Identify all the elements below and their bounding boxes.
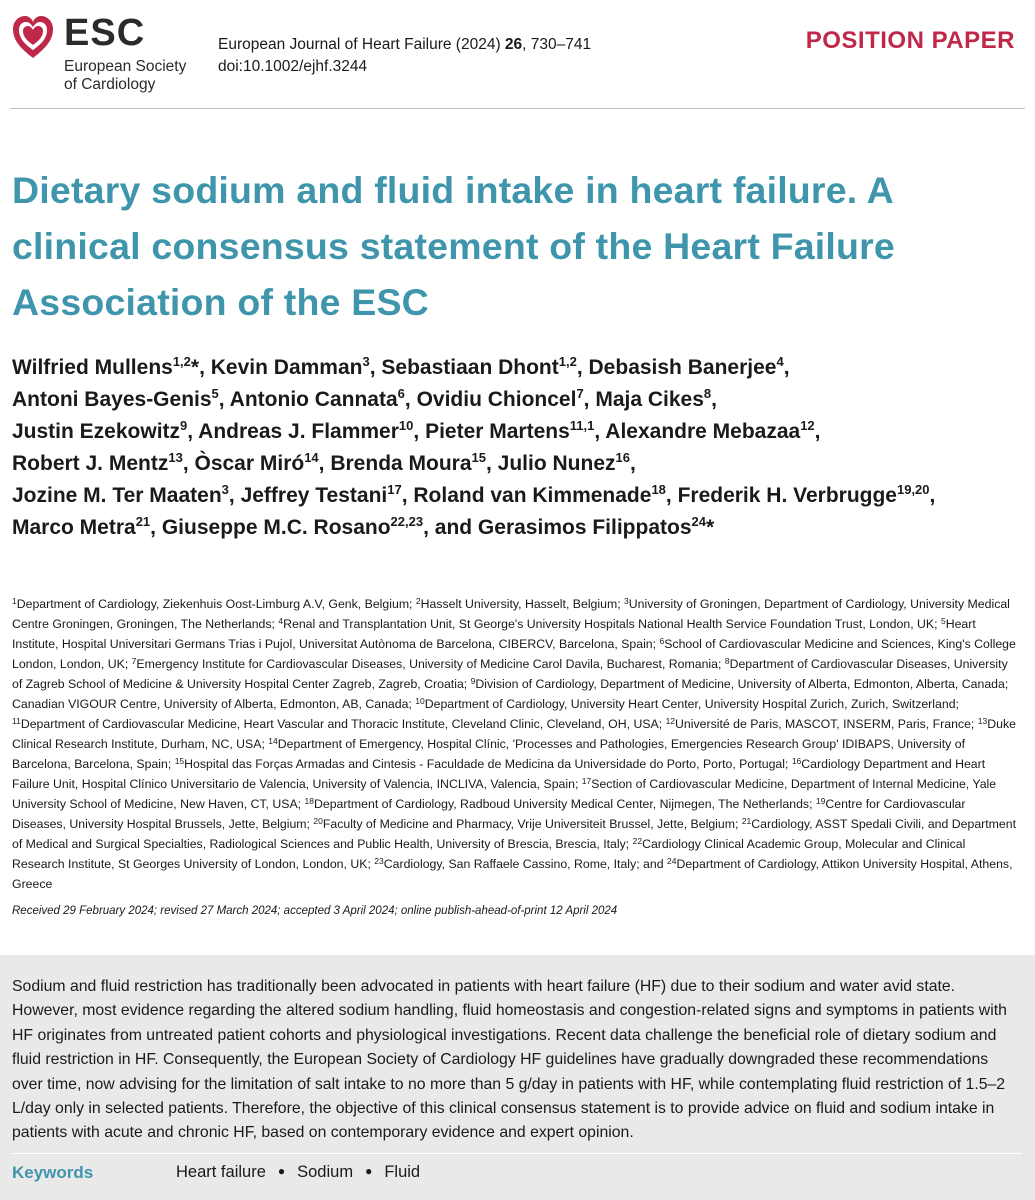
affiliation-text: Emergency Institute for Cardiovascular Diseases, University of Medicine Carol Davila, Bucharest, Romania; <box>136 657 725 671</box>
affiliation-number: 11 <box>12 716 21 726</box>
author-affiliation-ref: 18 <box>651 482 666 497</box>
affiliation-number: 17 <box>581 776 592 786</box>
affiliation-text: Centre for Cardiovascular Diseases, University Hospital Brussels, Jette, Belgium; <box>12 797 966 831</box>
keywords-list <box>176 1163 420 1182</box>
keywords-label: Keywords <box>12 1163 94 1182</box>
affiliation-text: Cardiology Department and Heart Failure Unit, Hospital Clínico Universitario de Valencia, University of Valencia, INCLIVA, Valencia, Spain; <box>12 757 986 791</box>
affiliation-text: Duke Clinical Research Institute, Durham, NC, USA; <box>12 717 1016 751</box>
page-header <box>0 0 1035 108</box>
author-name[interactable]: Kevin Damman <box>210 356 363 379</box>
affiliation-text: Faculty of Medicine and Pharmacy, Vrije Universiteit Brussel, Jette, Belgium; <box>322 817 742 831</box>
author-name[interactable]: Antonio Cannata <box>229 388 398 411</box>
author-affiliation-ref: 7 <box>576 386 584 401</box>
affiliation-number: 5 <box>940 616 946 626</box>
author-name[interactable]: and Gerasimos Filippatos <box>434 516 692 539</box>
affiliation-text: Division of Cardiology, Department of Medicine, University of Alberta, Edmonton, Alberta, Canada; Canadian VIGOUR Centre, University of Alberta, Edmonton, AB, Canada; <box>12 677 1009 711</box>
author-name[interactable]: Maja Cikes <box>595 388 704 411</box>
author-name[interactable]: Wilfried Mullens <box>12 356 173 379</box>
corresponding-author-mark: * <box>190 356 200 379</box>
society-name-line2: of Cardiology <box>64 76 156 93</box>
keyword-separator: ● <box>277 1164 286 1178</box>
affiliation-text: Université de Paris, MASCOT, INSERM, Paris, France; <box>675 717 978 731</box>
affiliation-number: 24 <box>666 856 677 866</box>
author-name[interactable]: Alexandre Mebazaa <box>605 420 801 443</box>
affiliation-number: 13 <box>977 716 988 726</box>
affiliation-text: Department of Emergency, Hospital Clínic, 'Processes and Pathologies, Emergencies Research Group' IDIBAPS, University of Barcelona, Barcelona, Spain; <box>12 737 965 771</box>
received-dates: Received 29 February 2024; revised 27 March 2024; accepted 3 April 2024; online publish-ahead-of-print 12 April 2024 <box>12 905 618 917</box>
author-affiliation-ref: 13 <box>168 450 183 465</box>
affiliation-text: Hasselt University, Hasselt, Belgium; <box>420 597 625 611</box>
affiliation-text: Cardiology Clinical Academic Group, Molecular and Clinical Research Institute, St Georges University of London, London, UK; <box>12 837 966 871</box>
esc-heart-logo-icon <box>10 12 56 62</box>
affiliation-text: Department of Cardiovascular Medicine, Heart Vascular and Thoracic Institute, Cleveland Clinic, Cleveland, OH, USA; <box>20 717 666 731</box>
author-name[interactable]: Ovidiu Chioncel <box>416 388 577 411</box>
affiliation-number: 21 <box>741 816 752 826</box>
society-name <box>64 58 186 94</box>
author-name[interactable]: Justin Ezekowitz <box>12 420 181 443</box>
affiliation-number: 16 <box>791 756 802 766</box>
journal-pages: , 730–741 <box>522 36 592 53</box>
author-affiliation-ref: 4 <box>776 354 784 369</box>
author-name[interactable]: Marco Metra <box>12 516 136 539</box>
journal-citation <box>218 34 591 78</box>
affiliation-text: Renal and Transplantation Unit, St George's University Hospitals National Health Service Foundation Trust, London, UK; <box>283 617 941 631</box>
corresponding-author-mark: * <box>705 516 715 539</box>
author-affiliation-ref: 9 <box>180 418 188 433</box>
affiliations <box>12 594 1017 894</box>
author-name[interactable]: Antoni Bayes-Genis <box>12 388 212 411</box>
affiliation-number: 18 <box>304 796 314 806</box>
affiliation-text: School of Cardiovascular Medicine and Sciences, King's College London, London, UK; <box>12 637 1016 671</box>
affiliation-text: Section of Cardiovascular Medicine, Department of Internal Medicine, Yale University School of Medicine, New Haven, CT, USA; <box>12 777 997 811</box>
abstract-text: Sodium and fluid restriction has traditionally been advocated in patients with heart failure (HF) due to their sodium and water avid state. However, most evidence regarding the altered sodium handling, fluid homeostasis and congestion-related signs and symptoms in patients with HF originates from untreated patient cohorts and physiological investigations. Recent data challenge the beneficial role of dietary sodium and fluid restriction in HF. Consequently, the European Society of Cardiology HF guidelines have gradually downgraded these recommendations over time, now advising for the limitation of salt intake to no more than 5 g/day in patients with HF, while contemplating fluid restriction of 1.5–2 L/day only in selected patients. Therefore, the objective of this clinical consensus statement is to provide advice on fluid and sodium intake in patients with acute and chronic HF, based on contemporary evidence and expert opinion. <box>12 978 1007 1142</box>
affiliation-number: 15 <box>174 756 185 766</box>
author-affiliation-ref: 5 <box>211 386 219 401</box>
author-affiliation-ref: 8 <box>703 386 712 401</box>
author-name[interactable]: Debasish Banerjee <box>588 356 777 379</box>
affiliation-text: Department of Cardiology, Ziekenhuis Oost-Limburg A.V, Genk, Belgium; <box>16 597 416 611</box>
author-affiliation-ref: 10 <box>398 418 414 433</box>
keyword-separator: ● <box>365 1164 373 1178</box>
author-affiliation-ref: 3 <box>221 482 229 497</box>
author-name[interactable]: Sebastiaan Dhont <box>381 356 559 379</box>
author-affiliation-ref: 15 <box>471 450 486 465</box>
author-name[interactable]: Jeffrey Testani <box>240 484 388 507</box>
journal-reference <box>218 34 591 56</box>
author-name[interactable]: Brenda Moura <box>330 452 472 475</box>
author-affiliation-ref: 19,20 <box>896 482 930 497</box>
affiliation-number: 7 <box>131 656 137 666</box>
affiliation-number: 14 <box>268 736 278 746</box>
affiliation-text: Department of Cardiovascular Diseases, University of Zagreb School of Medicine & University Hospital Center Zagreb, Zagreb, Croatia; <box>12 657 1008 691</box>
author-affiliation-ref: 3 <box>362 354 370 369</box>
author-affiliation-ref: 17 <box>387 482 402 497</box>
affiliation-number: 4 <box>278 616 284 626</box>
affiliation-text: Department of Cardiology, Radboud University Medical Center, Nijmegen, The Netherlands; <box>313 797 816 811</box>
affiliation-number: 10 <box>415 696 425 706</box>
affiliation-text: Hospital das Forças Armadas and Cintesis - Faculdade de Medicina da Universidade do Porto, Porto, Portugal; <box>184 757 792 771</box>
article-type: POSITION PAPER <box>805 27 1015 54</box>
society-name-line1: European Society <box>64 58 187 75</box>
journal-volume: 26 <box>504 36 523 53</box>
author-name[interactable]: Julio Nunez <box>497 452 616 475</box>
author-affiliation-ref: 1,2 <box>558 354 577 369</box>
affiliation-number: 19 <box>815 796 826 806</box>
keyword[interactable]: Sodium <box>297 1163 354 1181</box>
affiliation-text: Cardiology, San Raffaele Cassino, Rome, Italy; and <box>383 857 667 871</box>
keyword[interactable]: Fluid <box>384 1163 421 1181</box>
author-name[interactable]: Jozine M. Ter Maaten <box>12 484 222 507</box>
journal-name: European Journal of Heart Failure (2024) <box>218 36 501 53</box>
author-name[interactable]: Òscar Miró <box>194 452 305 475</box>
author-affiliation-ref: 16 <box>615 450 630 465</box>
affiliation-text: Department of Cardiology, Attikon University Hospital, Athens, Greece <box>12 857 1013 891</box>
affiliation-text: University of Groningen, Department of Cardiology, University Medical Centre Groningen, Groningen, The Netherlands; <box>12 597 1010 631</box>
doi[interactable]: doi:10.1002/ejhf.3244 <box>218 58 368 75</box>
author-name[interactable]: Giuseppe M.C. Rosano <box>161 516 391 539</box>
affiliation-number: 23 <box>374 856 384 866</box>
affiliation-text: Heart Institute, Hospital Universitari Germans Trias i Pujol, Universitat Autònoma de Barcelona, CIBERCV, Barcelona, Spain; <box>12 617 976 651</box>
author-affiliation-ref: 11,1 <box>569 418 595 433</box>
affiliation-number: 20 <box>313 816 323 826</box>
affiliation-number: 8 <box>724 656 730 666</box>
author-name[interactable]: Pieter Martens <box>425 420 570 443</box>
author-affiliation-ref: 1,2 <box>172 354 191 369</box>
affiliation-number: 2 <box>415 596 421 606</box>
affiliation-number: 22 <box>632 836 643 846</box>
author-affiliation-ref: 12 <box>800 418 815 433</box>
esc-logo-text: ESC <box>64 12 146 54</box>
affiliation-text: Cardiology, ASST Spedali Civili, and Department of Medical and Surgical Specialties, Radiological Sciences and Public Health, University of Brescia, Brescia, Italy; <box>12 817 1017 851</box>
affiliation-number: 12 <box>665 716 676 726</box>
affiliation-text: Department of Cardiology, University Heart Center, University Hospital Zurich, Zurich, Switzerland; <box>424 697 959 711</box>
affiliation-number: 6 <box>659 636 665 646</box>
affiliation-number: 3 <box>624 596 629 606</box>
author-name[interactable]: Frederik H. Verbrugge <box>677 484 897 507</box>
keywords-divider <box>12 1153 1022 1154</box>
author-affiliation-ref: 14 <box>304 450 319 465</box>
affiliation-number: 9 <box>470 676 476 686</box>
author-affiliation-ref: 21 <box>135 514 151 529</box>
author-affiliation-ref: 24 <box>691 514 706 529</box>
author-name[interactable]: Andreas J. Flammer <box>198 420 399 443</box>
author-list: Wilfried Mullens$^{1,2}$*, Kevin Damman$^3$, Sebastiaan Dhont$^{1,2}$, Debasish Banerjee$^4$, Antoni Bayes-Genis$^5$, Antonio Cannata$^6$, Ovidiu Chioncel$^7$, Maja Cikes$^8$, Justin Ezekowitz$^9$, Andreas J. Flammer$^{10}$, Pieter Martens$^{11,1}$, Alexandre Mebazaa$^{12}$, Robert J. Mentz$^{13}$, Òscar Miró$^{14}$, Brenda Moura$^{15}$, Julio Nunez$^{16}$, Jozine M. Ter Maaten$^3$, Jeffrey Testani$^{17}$, Roland van Kimmenade$^{18}$, Frederik H. Verbrugge$^{19,20}$, Marco Metra$^{21}$, Giuseppe M.C. Rosano$^{22,23}$, and Gerasimos Filippatos$^{24}$* <box>12 354 936 539</box>
author-affiliation-ref: 22,23 <box>390 514 424 529</box>
author-name[interactable]: Robert J. Mentz <box>12 452 169 475</box>
abstract-box <box>0 955 1035 1200</box>
header-divider <box>10 108 1025 109</box>
keyword[interactable]: Heart failure <box>176 1163 266 1181</box>
affiliation-number: 1 <box>12 596 17 606</box>
paper-title: Dietary sodium and fluid intake in heart failure. A clinical consensus statement of the Heart Failure Association of the ESC <box>12 169 895 323</box>
author-affiliation-ref: 6 <box>397 386 405 401</box>
author-name[interactable]: Roland van Kimmenade <box>413 484 652 507</box>
